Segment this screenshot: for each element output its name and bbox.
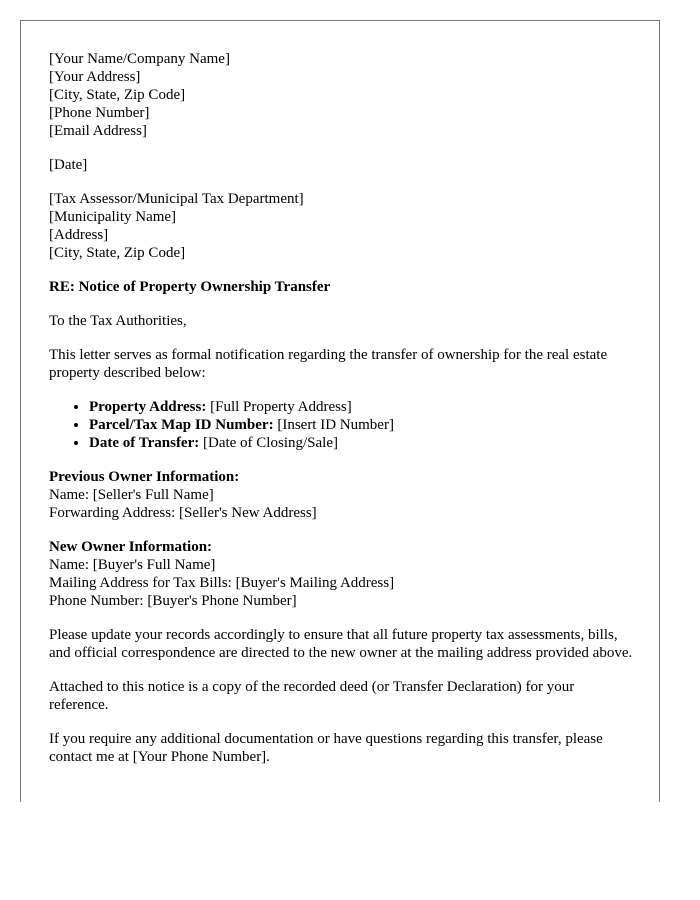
- new-owner-heading: New Owner Information:: [49, 539, 213, 555]
- sender-city-state-zip: [City, State, Zip Code]: [49, 87, 186, 103]
- detail-value: [Date of Closing/Sale]: [199, 435, 338, 451]
- list-item: [89, 416, 633, 434]
- salutation-block: [49, 312, 633, 330]
- new-owner-phone: Phone Number: [Buyer's Phone Number]: [49, 593, 297, 609]
- recipient-city-state-zip: [City, State, Zip Code]: [49, 245, 186, 261]
- sender-block: [49, 50, 633, 140]
- detail-label: Parcel/Tax Map ID Number:: [89, 417, 274, 433]
- attachment-block: [49, 678, 633, 714]
- update-request-paragraph: Please update your records accordingly to ensure that all future property tax assessments, bills, and official correspondence are directed to the new owner at the mailing address provided above.: [49, 627, 633, 661]
- letter-content: [49, 50, 633, 782]
- date-block: [49, 156, 633, 174]
- subject-line: RE: Notice of Property Ownership Transfer: [49, 279, 331, 295]
- new-owner-name: Name: [Buyer's Full Name]: [49, 557, 216, 573]
- sender-email: [Email Address]: [49, 123, 147, 139]
- recipient-municipality: [Municipality Name]: [49, 209, 177, 225]
- new-owner-block: [49, 538, 633, 610]
- new-owner-mailing-address: Mailing Address for Tax Bills: [Buyer's Mailing Address]: [49, 575, 395, 591]
- property-details-list: [49, 398, 633, 452]
- previous-owner-heading: Previous Owner Information:: [49, 469, 240, 485]
- subject-block: [49, 278, 633, 296]
- recipient-department: [Tax Assessor/Municipal Tax Department]: [49, 191, 304, 207]
- detail-label: Date of Transfer:: [89, 435, 200, 451]
- contact-block: [49, 730, 633, 766]
- previous-owner-name: Name: [Seller's Full Name]: [49, 487, 214, 503]
- detail-value: [Full Property Address]: [206, 399, 352, 415]
- sender-name: [Your Name/Company Name]: [49, 51, 230, 67]
- sender-phone: [Phone Number]: [49, 105, 150, 121]
- attachment-paragraph: Attached to this notice is a copy of the recorded deed (or Transfer Declaration) for your reference.: [49, 679, 575, 713]
- letter-date: [Date]: [49, 157, 88, 173]
- list-item: [89, 434, 633, 452]
- previous-owner-forwarding-address: Forwarding Address: [Seller's New Address]: [49, 505, 317, 521]
- update-request-block: [49, 626, 633, 662]
- sender-address: [Your Address]: [49, 69, 141, 85]
- intro-paragraph: This letter serves as formal notification regarding the transfer of ownership for the real estate property described below:: [49, 347, 608, 381]
- detail-value: [Insert ID Number]: [273, 417, 394, 433]
- recipient-address: [Address]: [49, 227, 109, 243]
- letter-page: [20, 20, 660, 802]
- recipient-block: [49, 190, 633, 262]
- detail-label: Property Address:: [89, 399, 207, 415]
- list-item: [89, 398, 633, 416]
- contact-paragraph: If you require any additional documentation or have questions regarding this transfer, please contact me at [Your Phone Number].: [49, 731, 603, 765]
- intro-block: [49, 346, 633, 382]
- salutation: To the Tax Authorities,: [49, 313, 187, 329]
- previous-owner-block: [49, 468, 633, 522]
